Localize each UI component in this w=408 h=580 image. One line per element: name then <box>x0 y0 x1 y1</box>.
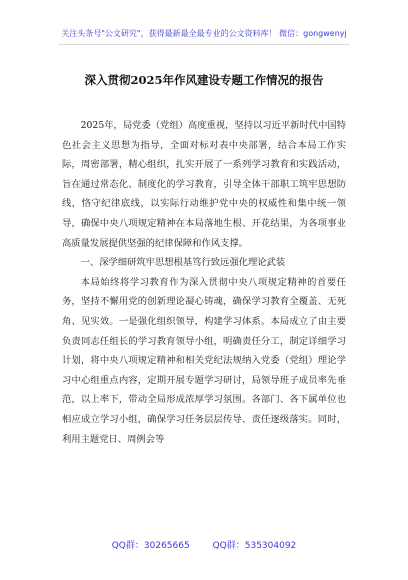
intro-paragraph: 2025年，局党委（党组）高度重视，坚持以习近平新时代中国特色社会主义思想为指导，全面对标对表中央部署，结合本局工作实际，周密部署，精心组织，扎实开展了一系列学习教育和实践活动，旨在通过常态化、制度化的学习教育，引导全体干部职工筑牢思想防线，恪守纪律底线，以实际行动维护党中央的权威性和集中统一领导，确保中央八项规定精神在本局落地生根、开花结果，为各项事业高质量发展提供坚强的纪律保障和作风支撑。 <box>62 120 346 249</box>
document-body <box>62 116 346 449</box>
document-title: 深入贯彻2025年作风建设专题工作情况的报告 <box>84 73 324 87</box>
footer-qq-group-2: QQ群：535304092 <box>212 541 297 551</box>
header-divider <box>58 44 350 45</box>
section-paragraph: 本局始终将学习教育作为深入贯彻中央八项规定精神的首要任务，坚持不懈用党的创新理论凝心铸魂，确保学习教育全覆盖、无死角、见实效。一是强化组织领导，构建学习体系。本局成立了由主要负责同志任组长的学习教育领导小组，明确责任分工，制定详细学习计划，将中央八项规定精神和相关党纪法规纳入党委（党组）理论学习中心组重点内容，定期开展专题学习研讨，局领导班子成员率先垂范，以上率下，带动全局形成浓厚学习氛围。各部门、各下属单位也相应成立学习小组，确保学习任务层层传导、责任逐级落实。同时，利用主题党日、周例会等 <box>62 276 346 445</box>
header-note: 关注头条号"公文研究"，获得最新最全最专业的公文资料库！ 微信：gongwenyj <box>61 29 347 38</box>
footer-qq-group-1: QQ群：30265665 <box>111 541 190 551</box>
footer-contact <box>0 538 408 551</box>
section-heading: 一、深学细研筑牢思想根基笃行致远强化理论武装 <box>80 257 286 269</box>
